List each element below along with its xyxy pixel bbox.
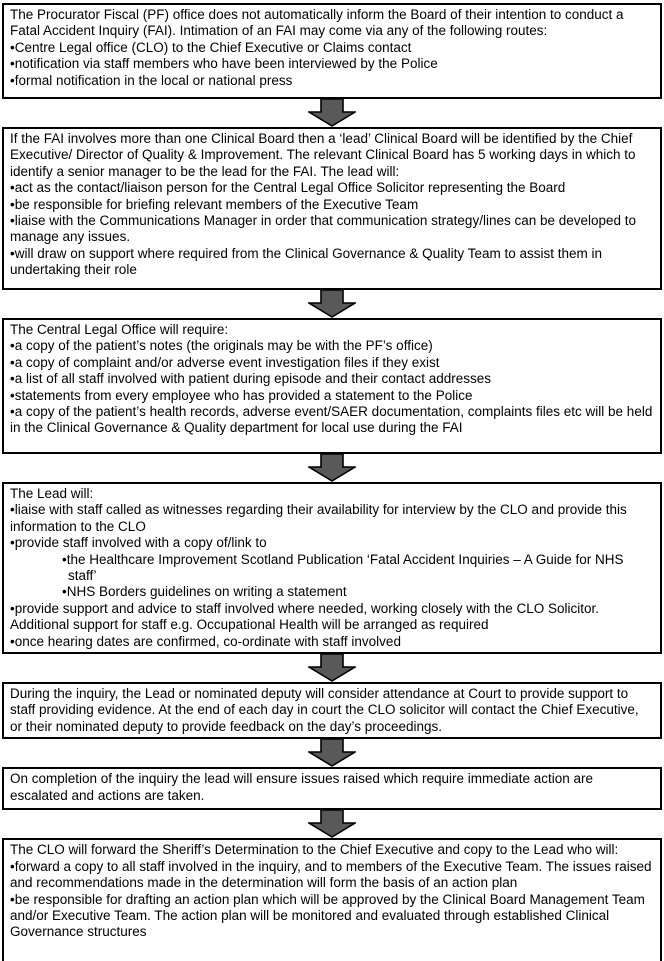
flow-connector-6 [2, 810, 662, 838]
flow-connector-1 [2, 99, 662, 127]
flow-box-sheriffs-determination [2, 838, 662, 961]
bullet-item: •be responsible for drafting an action plan which will be approved by the Clinical Board Management Team and/or Executive Team. The action plan will be monitored and evaluated through established Clinical Governance structures [10, 891, 645, 940]
flow-box-lead-clinical-board [2, 127, 662, 290]
flow-box-during-inquiry [2, 682, 662, 739]
flow-connector-2 [2, 290, 662, 318]
bullet-item: •a list of all staff involved with patient during episode and their contact addresses [10, 371, 492, 387]
bullet-item: •forward a copy to all staff involved in the inquiry, and to members of the Executive Team. The issues raised and recommendations made in the determination will form the basis of an action plan [10, 858, 652, 891]
down-arrow-icon [308, 654, 356, 682]
flow-connector-3 [2, 454, 662, 482]
down-arrow-icon [308, 99, 356, 127]
bullet-item: •a copy of the patient’s health records, adverse event/SAER documentation, complaints files etc will be held in the Clinical Governance & Quality department for local use during the FAI [10, 404, 653, 436]
paragraph: The CLO will forward the Sheriff’s Determination to the Chief Executive and copy to the Lead who will: [10, 842, 619, 858]
sub-bullet-item: •NHS Borders guidelines on writing a statement [62, 584, 347, 600]
bullet-item: •will draw on support where required from the Clinical Governance & Quality Team to assist them in undertaking their role [10, 245, 602, 278]
flow-box-clo-requirements [2, 318, 662, 454]
flow-box-lead-duties [2, 482, 662, 654]
paragraph: The Lead will: [10, 486, 94, 501]
bullet-item: •provide staff involved with a copy of/link to [10, 535, 267, 551]
bullet-item: •once hearing dates are confirmed, co-ordinate with staff involved [10, 633, 401, 649]
bullet-item: •a copy of complaint and/or adverse event investigation files if they exist [10, 354, 440, 370]
flow-connector-4 [2, 654, 662, 682]
bullet-item: •provide support and advice to staff involved where needed, working closely with the CLO Solicitor. Additional support for staff e.g. Occupational Health will be arranged as required [10, 600, 600, 633]
sub-bullet-item: •the Healthcare Improvement Scotland Publication ‘Fatal Accident Inquiries – A Guide for NHS staff’ [62, 551, 624, 584]
bullet-item: •statements from every employee who has provided a statement to the Police [10, 387, 473, 403]
bullet-item: •liaise with the Communications Manager in order that communication strategy/lines can be developed to manage any issues. [10, 213, 637, 245]
bullet-item: •liaise with staff called as witnesses regarding their availability for interview by the CLO and provide this information to the CLO [10, 502, 627, 534]
down-arrow-icon [308, 454, 356, 482]
bullet-item: •act as the contact/liaison person for the Central Legal Office Solicitor representing the Board [10, 180, 566, 196]
down-arrow-icon [308, 739, 356, 767]
paragraph: During the inquiry, the Lead or nominated deputy will consider attendance at Court to provide support to staff providing evidence. At the end of each day in court the CLO solicitor will contact the Chief Executive, or their nominated deputy to provide feedback on the day’s proceedings. [10, 686, 639, 734]
flow-box-pf-intimation [2, 3, 662, 99]
paragraph: The Procurator Fiscal (PF) office does not automatically inform the Board of their intention to conduct a Fatal Accident Inquiry (FAI). Intimation of an FAI may come via any of the following routes: [10, 7, 624, 39]
paragraph: On completion of the inquiry the lead will ensure issues raised which require immediate action are escalated and actions are taken. [10, 771, 594, 803]
bullet-item: •a copy of the patient’s notes (the originals may be with the PF’s office) [10, 338, 433, 354]
down-arrow-icon [308, 810, 356, 838]
bullet-item: •Centre Legal office (CLO) to the Chief Executive or Claims contact [10, 39, 412, 55]
paragraph: If the FAI involves more than one Clinical Board then a ‘lead’ Clinical Board will be identified by the Chief Executive/ Director of Quality & Improvement. The relevant Clinical Board has 5 working days in which to identify a senior manager to be the lead for the FAI. The lead will: [10, 131, 636, 179]
flow-box-completion [2, 767, 662, 810]
flow-connector-5 [2, 739, 662, 767]
paragraph: The Central Legal Office will require: [10, 322, 229, 337]
down-arrow-icon [308, 290, 356, 318]
bullet-item: •notification via staff members who have been interviewed by the Police [10, 56, 438, 72]
bullet-item: •formal notification in the local or national press [10, 72, 293, 88]
bullet-item: •be responsible for briefing relevant members of the Executive Team [10, 196, 419, 212]
